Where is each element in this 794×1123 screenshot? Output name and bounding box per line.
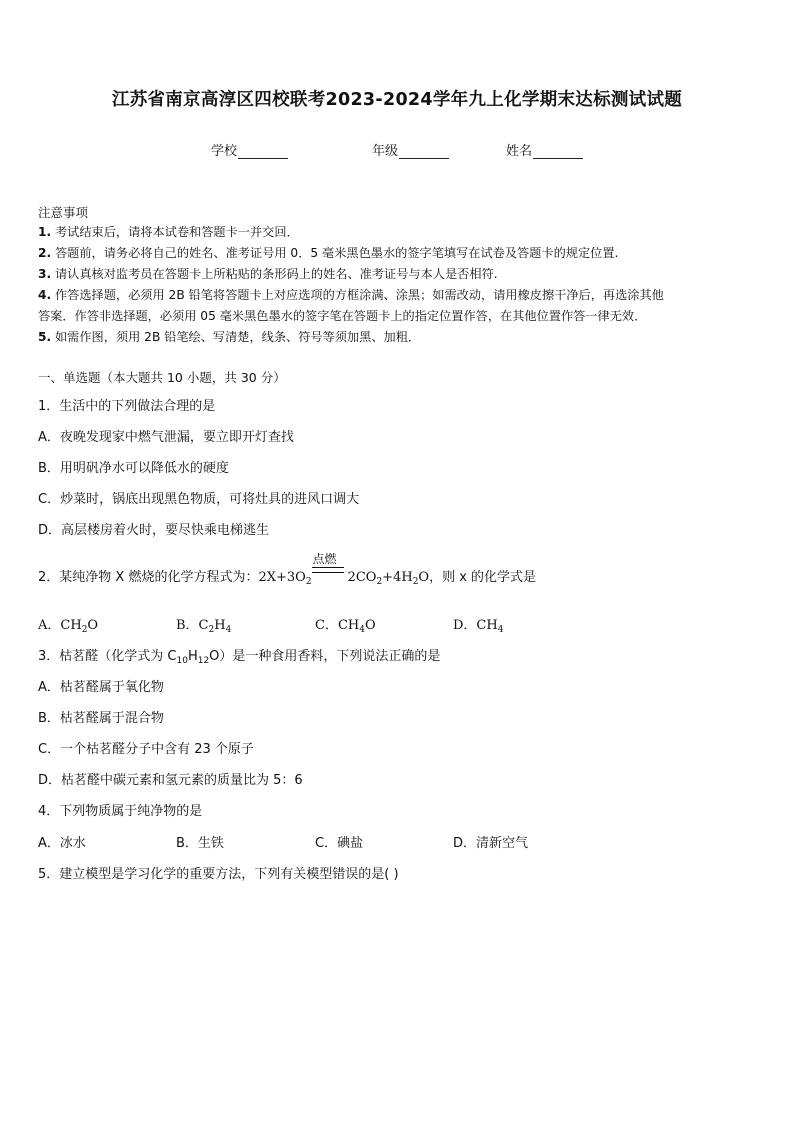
question-2-option-c — [315, 614, 376, 633]
name-field — [506, 140, 583, 159]
equation-subscript: 2 — [305, 577, 312, 587]
question-2-stem — [38, 552, 537, 587]
school-field — [211, 140, 288, 159]
notice-text: 作答选择题，必须用 2B 铅笔将答题卡上对应选项的方框涂满、涂黑；如需改动，请用橡皮擦干净后，再选涂其他 — [51, 288, 664, 302]
question-1-option-d: D．高层楼房着火时，要尽快乘电梯逃生 — [38, 523, 270, 538]
school-label: 学校 — [211, 144, 238, 159]
exam-title: 江苏省南京高淳区四校联考2023-2024学年九上化学期末达标测试试题 — [111, 90, 683, 110]
notice-list — [38, 222, 758, 348]
equation-reactants: 2X+3O — [258, 570, 306, 585]
question-2-option-b — [176, 614, 231, 633]
notice-item — [38, 243, 758, 264]
grade-label: 年级 — [372, 144, 399, 159]
notice-number: 1. — [38, 225, 52, 239]
formula-text: H — [187, 649, 198, 664]
equation-subscript: 2 — [376, 577, 383, 587]
notice-item — [38, 264, 758, 285]
option-text: O — [364, 618, 376, 633]
question-3-option-c: C．一个枯茗醛分子中含有 23 个原子 — [38, 742, 254, 757]
question-3-stem-tail: O）是一种食用香料，下列说法正确的是 — [209, 649, 441, 664]
question-1-option-b: B．用明矾净水可以降低水的硬度 — [38, 461, 229, 476]
school-blank — [238, 145, 288, 159]
option-text: D．CH — [453, 618, 498, 633]
question-4-option-b: B．生铁 — [176, 836, 224, 851]
question-4-option-d: D．清新空气 — [453, 836, 529, 851]
notice-number: 3. — [38, 267, 52, 281]
notice-text: 答案．作答非选择题，必须用 05 毫米黑色墨水的签字笔在答题卡上的指定位置作答，在其他位置作答一律无效． — [38, 309, 647, 323]
notice-item — [38, 327, 758, 348]
question-3-stem — [38, 645, 440, 664]
notice-text: 答题前，请务必将自己的姓名、准考证号用 0．5 毫米黑色墨水的签字笔填写在试卷及答题卡的规定位置. — [51, 246, 619, 260]
question-3-option-a: A．枯茗醛属于氧化物 — [38, 680, 164, 695]
student-info-row — [0, 140, 794, 160]
grade-blank — [399, 145, 449, 159]
option-subscript: 4 — [359, 625, 365, 635]
equation-subscript: 2 — [412, 577, 419, 587]
section-heading: 一、单选题（本大题共 10 小题，共 30 分） — [38, 370, 286, 385]
question-4-option-c: C．碘盐 — [315, 836, 364, 851]
option-text: C．CH — [315, 618, 360, 633]
question-5-stem: 5．建立模型是学习化学的重要方法，下列有关模型错误的是( ) — [38, 867, 399, 882]
question-3-option-d: D．枯茗醛中碳元素和氢元素的质量比为 5：6 — [38, 773, 303, 788]
formula-subscript: 12 — [197, 656, 210, 666]
question-1-stem: 1．生活中的下列做法合理的是 — [38, 399, 216, 414]
notice-number: 2. — [38, 246, 52, 260]
formula-subscript: 10 — [176, 656, 188, 666]
option-text: H — [214, 618, 226, 633]
question-4-option-a: A．冰水 — [38, 836, 86, 851]
equals-sign — [312, 567, 344, 573]
question-2-stem-text: 2．某纯净物 X 燃烧的化学方程式为： — [38, 570, 259, 585]
notice-text: 请认真核对监考员在答题卡上所粘贴的条形码上的姓名、准考证号与本人是否相符. — [51, 267, 498, 281]
equation-product-2-end: O — [418, 570, 430, 585]
notice-text: 如需作图，须用 2B 铅笔绘、写清楚，线条、符号等须加黑、加粗． — [51, 330, 421, 344]
notice-number: 4. — [38, 288, 52, 302]
equation-product-2: +4H — [382, 570, 413, 585]
notice-item — [38, 285, 758, 306]
question-1-option-a: A．夜晚发现家中燃气泄漏，要立即开灯查找 — [38, 430, 294, 445]
notice-number: 5. — [38, 330, 52, 344]
option-text: O — [87, 618, 99, 633]
notice-text: 考试结束后，请将本试卷和答题卡一并交回． — [51, 225, 299, 239]
question-4-stem: 4．下列物质属于纯净物的是 — [38, 804, 203, 819]
option-subscript: 2 — [208, 625, 215, 635]
reaction-condition: 点燃 — [312, 552, 337, 566]
question-3-stem-text: 3．枯茗醛（化学式为 C — [38, 649, 177, 664]
question-2-option-d — [453, 614, 503, 633]
question-3-option-b: B．枯茗醛属于混合物 — [38, 711, 164, 726]
option-subscript: 2 — [81, 625, 88, 635]
question-1-option-c: C．炒菜时，锅底出现黑色物质，可将灶具的进风口调大 — [38, 492, 360, 507]
name-blank — [533, 145, 583, 159]
option-subscript: 4 — [497, 625, 504, 635]
option-text: B．C — [176, 618, 209, 633]
notice-item — [38, 222, 758, 243]
notice-item-continued — [38, 306, 758, 327]
option-subscript: 4 — [225, 625, 232, 635]
option-text: A．CH — [38, 618, 82, 633]
question-2-option-a — [38, 614, 98, 633]
chemical-equation — [258, 552, 430, 587]
notice-heading: 注意事项 — [38, 205, 89, 220]
name-label: 姓名 — [506, 144, 533, 159]
grade-field — [372, 140, 449, 159]
equation-product-1: 2CO — [347, 570, 377, 585]
question-2-stem-tail: ，则 x 的化学式是 — [429, 570, 537, 585]
